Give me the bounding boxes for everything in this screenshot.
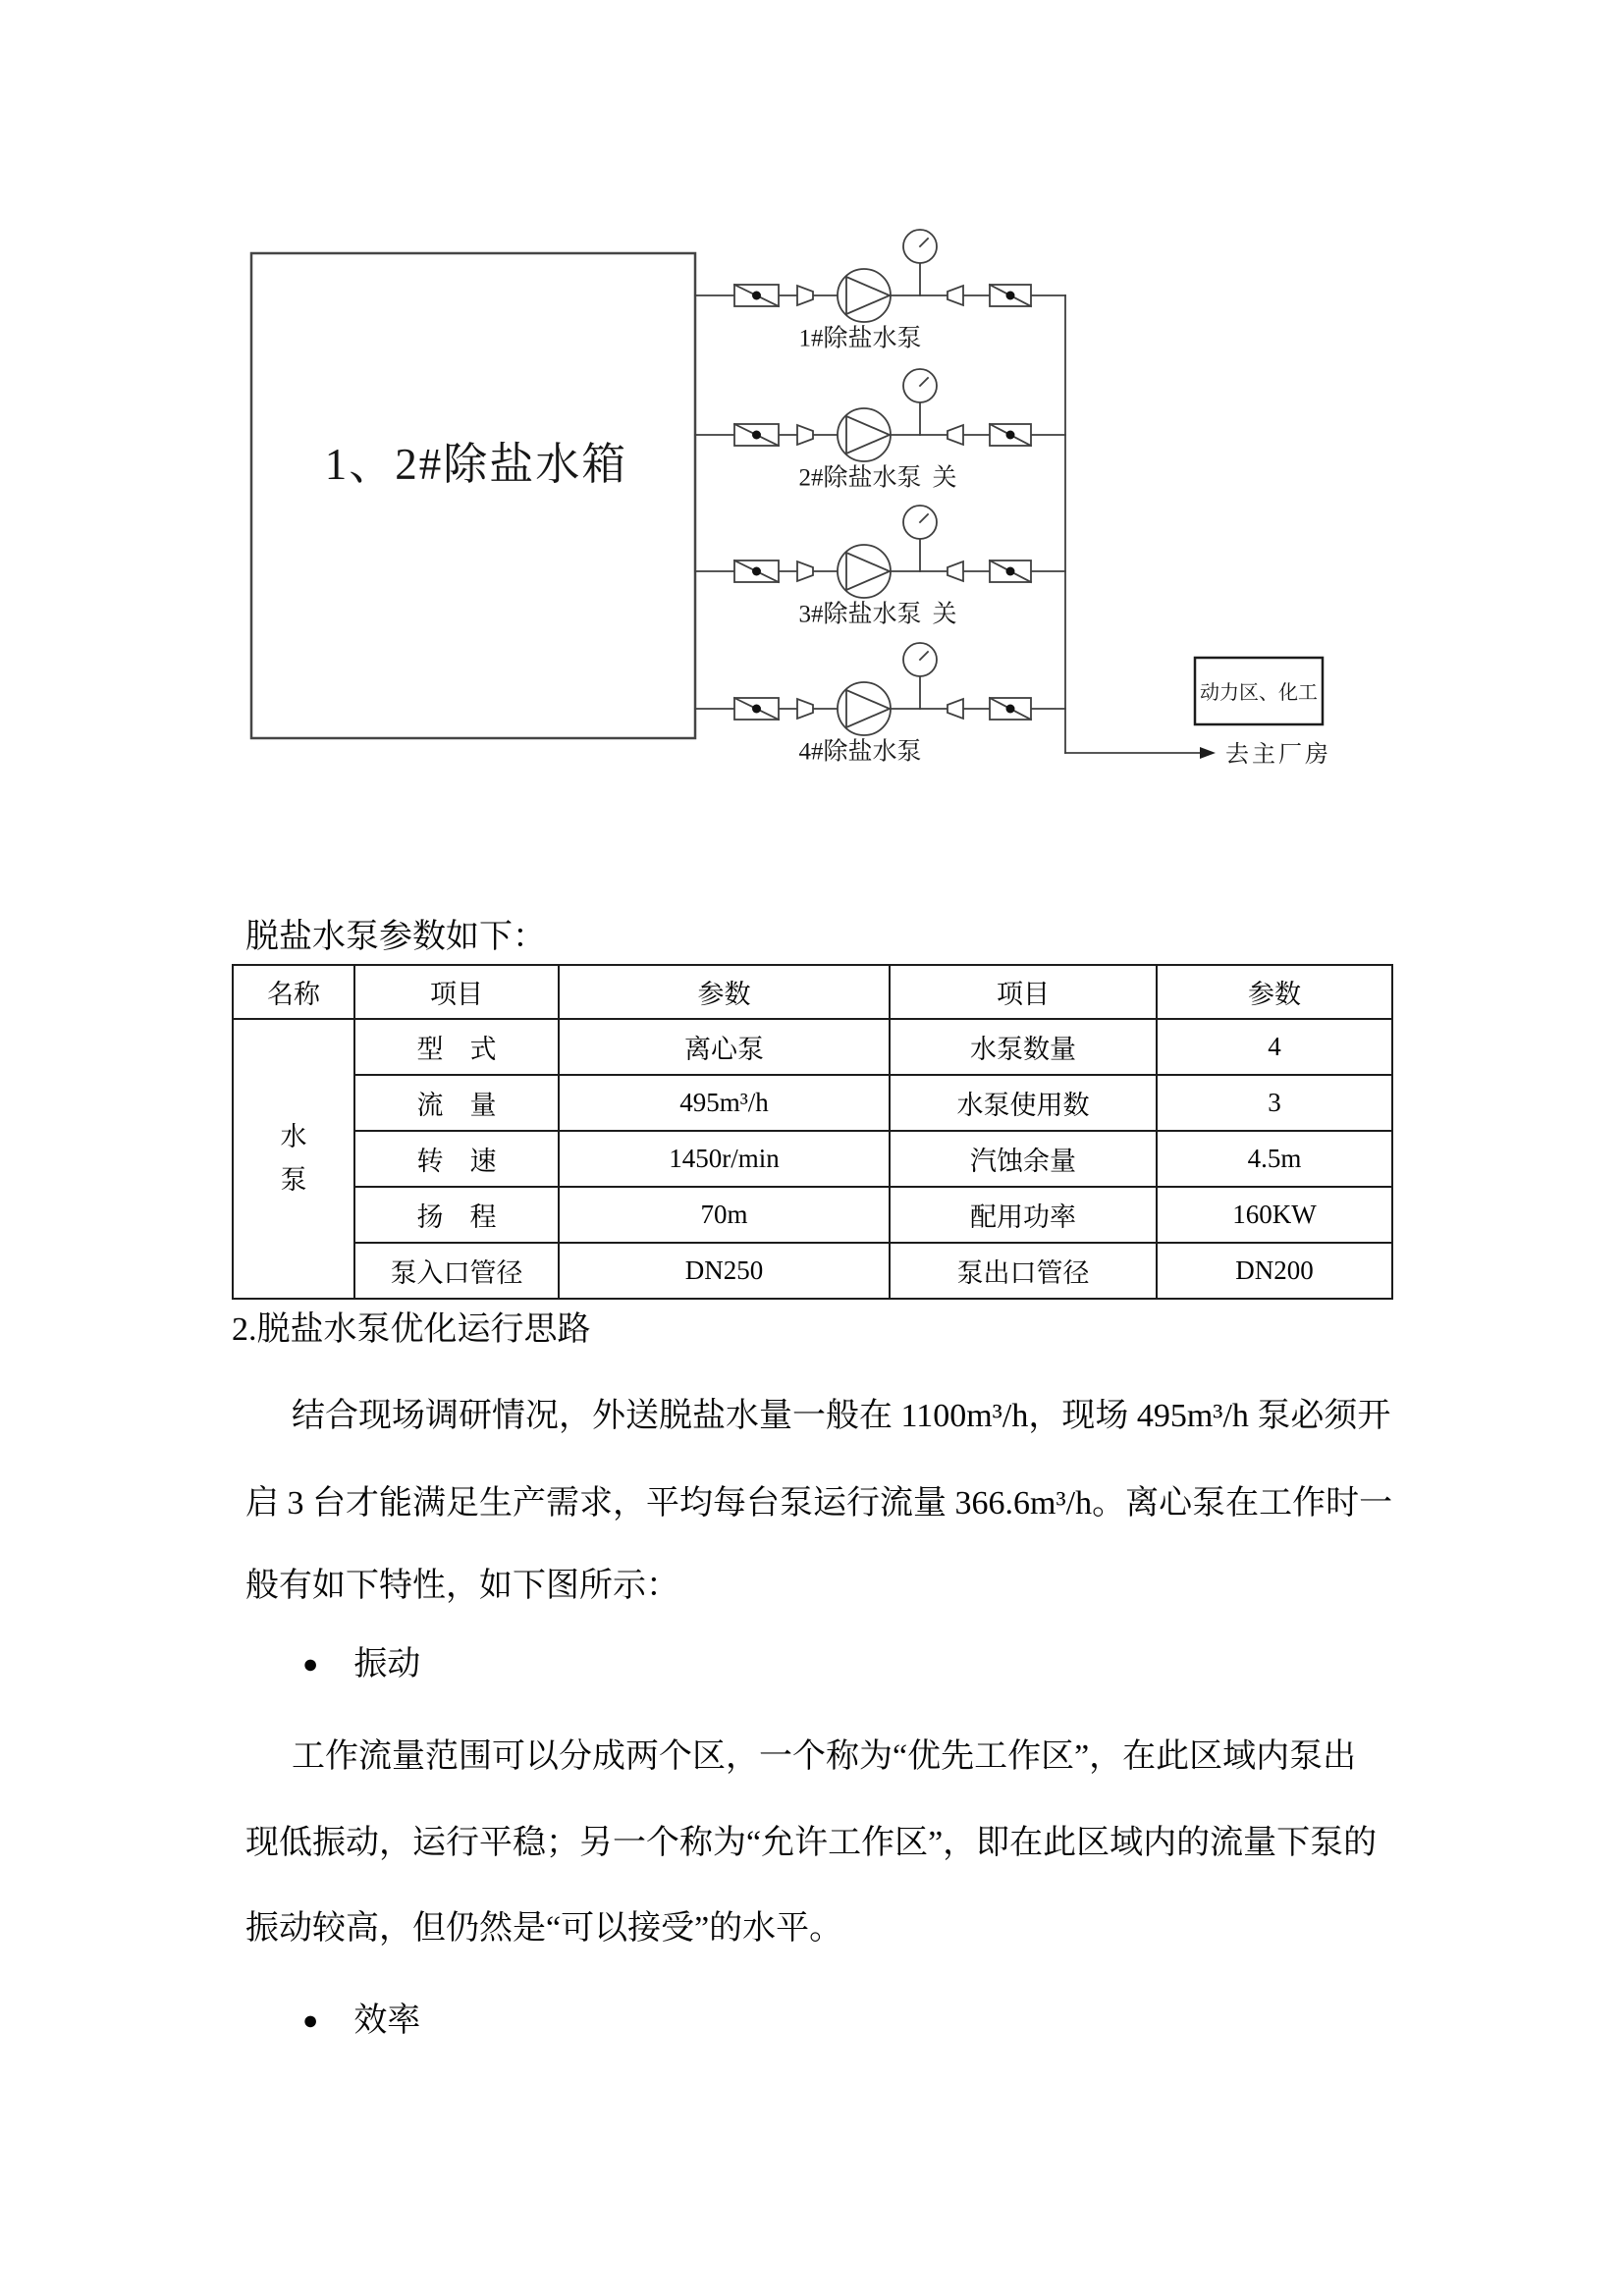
reducer-icon <box>947 425 963 445</box>
valve-icon <box>990 561 1031 582</box>
name-cell-text: 水泵 <box>280 1122 307 1195</box>
value-cell: 495m³/h <box>559 1075 890 1131</box>
value-cell: DN250 <box>559 1243 890 1299</box>
reducer-icon <box>797 425 813 445</box>
body-line: 般有如下特性，如下图所示： <box>245 1568 679 1604</box>
value-cell: 4 <box>1157 1019 1392 1075</box>
value-cell: 4.5m <box>1157 1131 1392 1187</box>
pump-label: 2#除盐水泵 <box>798 464 922 492</box>
pressure-gauge-icon <box>903 230 937 295</box>
outlet-arrow-label: 去主厂房 <box>1225 742 1331 768</box>
name-cell <box>233 1019 354 1299</box>
reducer-icon <box>797 699 813 719</box>
table-row <box>233 1019 1392 1075</box>
header-param2: 参数 <box>1157 965 1392 1019</box>
table-row <box>233 1131 1392 1187</box>
bullet-item-vibration <box>302 1641 420 1687</box>
body-line: 启 3 台才能满足生产需求，平均每台泵运行流量 366.6m³/h。离心泵在工作时一 <box>245 1485 1393 1522</box>
header-param1: 参数 <box>559 965 890 1019</box>
bullet-icon: ● <box>302 2005 319 2035</box>
table-intro: 脱盐水泵参数如下： <box>245 919 546 955</box>
item-cell: 汽蚀余量 <box>890 1131 1157 1187</box>
pressure-gauge-icon <box>903 506 937 571</box>
pump-parameters-table <box>232 964 1393 1300</box>
item-cell: 流 量 <box>354 1075 559 1131</box>
header-item2: 项目 <box>890 965 1157 1019</box>
item-cell: 水泵数量 <box>890 1019 1157 1075</box>
pump-icon <box>838 545 891 598</box>
item-cell: 型 式 <box>354 1019 559 1075</box>
bullet-label: 效率 <box>353 2002 421 2039</box>
destination-box-label: 动力区、化工 <box>1200 682 1318 704</box>
header-item1: 项目 <box>354 965 559 1019</box>
table-header-row <box>233 965 1392 1019</box>
pump-icon <box>838 408 891 461</box>
table-row <box>233 1075 1392 1131</box>
item-cell: 配用功率 <box>890 1187 1157 1243</box>
pump-icon <box>838 682 891 735</box>
value-cell: 1450r/min <box>559 1131 890 1187</box>
valve-icon <box>734 698 779 720</box>
pressure-gauge-icon <box>903 643 937 709</box>
pump-status: 关 <box>932 601 957 628</box>
pump-label: 3#除盐水泵 <box>798 601 922 628</box>
value-cell: 3 <box>1157 1075 1392 1131</box>
bullet-item-efficiency <box>302 1998 420 2044</box>
valve-icon <box>990 285 1031 306</box>
header-name: 名称 <box>233 965 354 1019</box>
pump-icon <box>838 269 891 322</box>
reducer-icon <box>797 561 813 581</box>
table-row <box>233 1187 1392 1243</box>
body-line: 工作流量范围可以分成两个区，一个称为“优先工作区”，在此区域内泵出 <box>292 1738 1357 1775</box>
body-line: 现低振动，运行平稳；另一个称为“允许工作区”，即在此区域内的流量下泵的 <box>245 1825 1378 1861</box>
reducer-icon <box>947 286 963 305</box>
valve-icon <box>990 698 1031 720</box>
pump-label: 1#除盐水泵 <box>798 325 922 352</box>
bullet-label: 振动 <box>353 1646 421 1682</box>
valve-icon <box>734 561 779 582</box>
section-heading: 2.脱盐水泵优化运行思路 <box>232 1311 591 1348</box>
reducer-icon <box>797 286 813 305</box>
pressure-gauge-icon <box>903 369 937 435</box>
valve-icon <box>734 424 779 446</box>
item-cell: 泵入口管径 <box>354 1243 559 1299</box>
value-cell: 70m <box>559 1187 890 1243</box>
tank-label: 1、2#除盐水箱 <box>324 440 628 489</box>
pump-status: 关 <box>932 464 957 492</box>
pump-line-3 <box>695 506 1065 628</box>
value-cell: 160KW <box>1157 1187 1392 1243</box>
tank <box>251 253 695 738</box>
reducer-icon <box>947 561 963 581</box>
body-line: 振动较高，但仍然是“可以接受”的水平。 <box>245 1910 843 1947</box>
outlet-arrow <box>1065 747 1216 759</box>
pump-line-2 <box>695 369 1065 492</box>
pump-label: 4#除盐水泵 <box>798 738 922 766</box>
body-line: 结合现场调研情况，外送脱盐水量一般在 1100m³/h，现场 495m³/h 泵必须开 <box>292 1398 1391 1434</box>
value-cell: DN200 <box>1157 1243 1392 1299</box>
table-row <box>233 1243 1392 1299</box>
reducer-icon <box>947 699 963 719</box>
item-cell: 转 速 <box>354 1131 559 1187</box>
process-diagram <box>0 0 1624 834</box>
valve-icon <box>734 285 779 306</box>
value-cell: 离心泵 <box>559 1019 890 1075</box>
destination-box <box>1195 658 1323 724</box>
bullet-icon: ● <box>302 1649 319 1679</box>
item-cell: 泵出口管径 <box>890 1243 1157 1299</box>
item-cell: 水泵使用数 <box>890 1075 1157 1131</box>
item-cell: 扬 程 <box>354 1187 559 1243</box>
arrowhead-icon <box>1200 747 1216 759</box>
valve-icon <box>990 424 1031 446</box>
pump-line-1 <box>695 230 1065 352</box>
pump-line-4 <box>695 643 1065 766</box>
